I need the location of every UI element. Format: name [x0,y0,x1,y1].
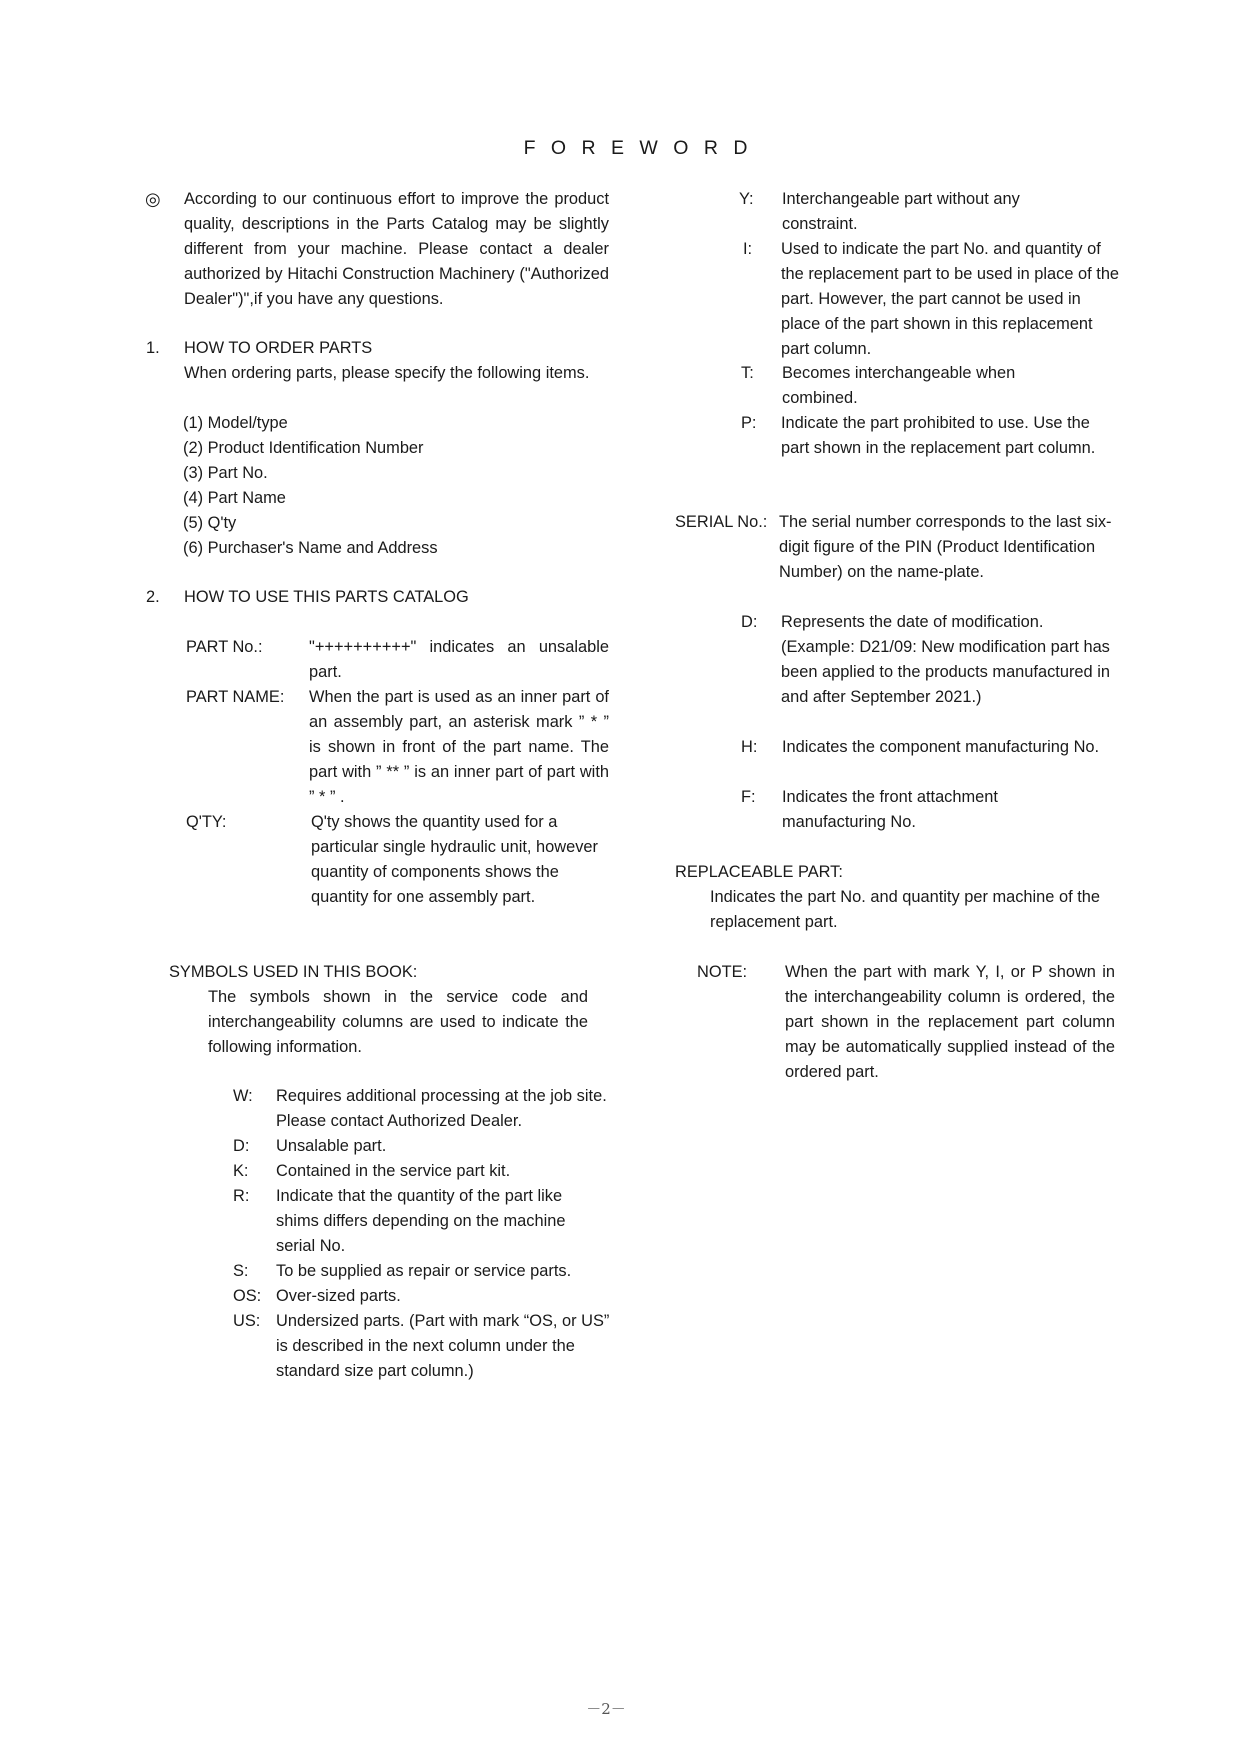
symbol-code: D: [233,1137,250,1155]
replaceable-heading: REPLACEABLE PART: [675,863,843,881]
interchange-description: Becomes interchangeable when combined. [782,364,1016,407]
interchange-code: P: [741,414,757,432]
interchange-description: Used to indicate the part No. and quantity of the replacement part to be used in place of the part. However, the part cannot be used in place of the part shown in this replacement part column. [781,240,1120,358]
definition-term: Q'TY: [186,813,227,831]
list-item: (5) Q'ty [183,514,237,532]
interchange-code: Y: [739,190,754,208]
section-1-number: 1. [146,339,160,357]
symbol-code: W: [233,1087,253,1105]
list-item: (6) Purchaser's Name and Address [183,539,438,557]
section-2-heading: HOW TO USE THIS PARTS CATALOG [184,588,469,606]
symbol-description: Undersized parts. (Part with mark “OS, or US” is described in the next column under the standard size part column.) [276,1312,610,1380]
symbol-description: To be supplied as repair or service parts. [276,1262,572,1280]
section-2-number: 2. [146,588,160,606]
intro-paragraph: According to our continuous effort to improve the product quality, descriptions in the Parts Catalog may be slightly different from your machine. Please contact a dealer authorized by Hitachi Construction Machinery ("Authorized Dealer")",if you have any questions. [184,190,609,308]
symbols-text: The symbols shown in the service code and interchangeability columns are used to indicate the following information. [208,988,588,1056]
symbol-description: Indicate that the quantity of the part like shims differs depending on the machine serial No. [276,1187,566,1255]
note-text: When the part with mark Y, I, or P shown in the interchangeability column is ordered, the part shown in the replacement part column may be automatically supplied instead of the ordered part. [785,963,1115,1081]
replaceable-text: Indicates the part No. and quantity per machine of the replacement part. [710,888,1100,931]
page-number: －2－ [586,1700,626,1718]
symbol-code: S: [233,1262,249,1280]
symbol-code: R: [233,1187,250,1205]
serial-code: H: [741,738,758,756]
serial-code: D: [741,613,758,631]
symbol-description: Over-sized parts. [276,1287,401,1305]
symbol-description: Contained in the service part kit. [276,1162,511,1180]
section-1-text: When ordering parts, please specify the following items. [184,364,590,382]
serial-term: SERIAL No.: [675,513,768,531]
interchange-description: Indicate the part prohibited to use. Use the part shown in the replacement part column. [781,414,1096,457]
interchange-code: T: [741,364,754,382]
serial-code-description: Indicates the front attachment manufacturing No. [782,788,998,831]
list-item: (4) Part Name [183,489,286,507]
section-1-heading: HOW TO ORDER PARTS [184,339,373,357]
symbols-heading: SYMBOLS USED IN THIS BOOK: [169,963,418,981]
order-items-list [183,411,438,561]
serial-code-description: Represents the date of modification. (Example: D21/09: New modification part has been applied to the products manufactured in and after September 2021.) [781,613,1110,706]
serial-description: The serial number corresponds to the last six-digit figure of the PIN (Product Identification Number) on the name-plate. [779,513,1112,581]
definition-text: When the part is used as an inner part of an assembly part, an asterisk mark ” * ” is shown in front of the part name. The part with ” ** ” is an inner part of part with ” * ” . [309,688,609,806]
symbol-code: K: [233,1162,249,1180]
serial-code-description: Indicates the component manufacturing No. [782,738,1100,756]
symbol-description: Requires additional processing at the job site. Please contact Authorized Dealer. [276,1087,607,1130]
definition-text: "++++++++++" indicates an unsalable part. [309,638,609,681]
page-title: F O R E W O R D [523,137,753,159]
symbol-code: OS: [233,1287,262,1305]
list-item: (3) Part No. [183,464,268,482]
note-term: NOTE: [697,963,748,981]
list-item: (1) Model/type [183,414,288,432]
symbol-code: US: [233,1312,261,1330]
interchange-description: Interchangeable part without any constraint. [782,190,1020,233]
symbol-description: Unsalable part. [276,1137,387,1155]
definition-text: Q'ty shows the quantity used for a particular single hydraulic unit, however quantity of components shows the quantity for one assembly part. [311,813,598,906]
definition-term: PART NAME: [186,688,285,706]
interchange-code: I: [743,240,753,258]
list-item: (2) Product Identification Number [183,439,424,457]
definition-term: PART No.: [186,638,263,656]
double-circle-bullet-icon: ◎ [145,189,161,209]
serial-code: F: [741,788,756,806]
